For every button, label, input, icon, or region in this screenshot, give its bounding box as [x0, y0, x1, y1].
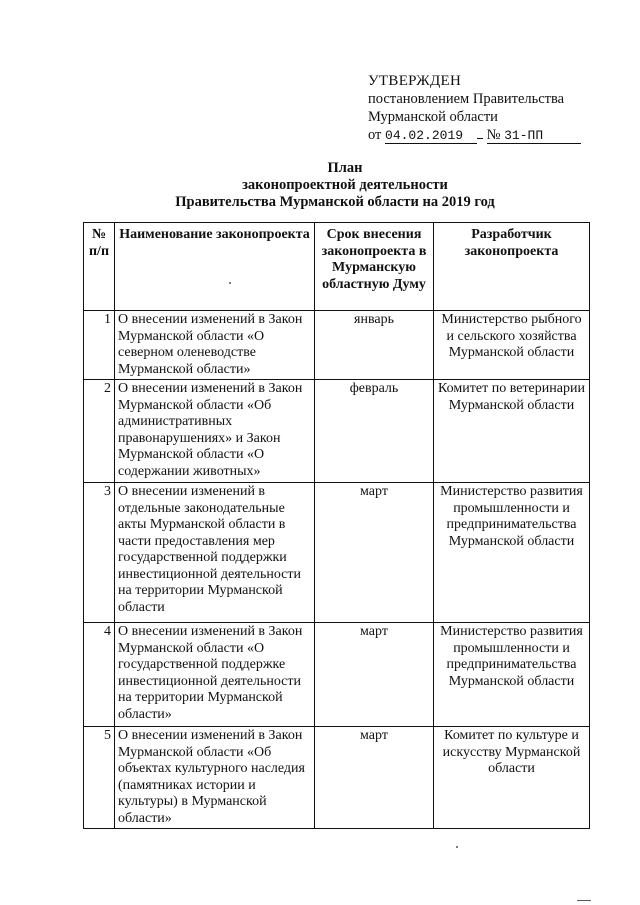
plan-table [83, 222, 590, 829]
row-developer: Комитет по культуре и искусству Мурманской области [434, 727, 590, 829]
row-name: О внесении изменений в отдельные законодательные акты Мурманской области в части предоставления мер государственной поддержки инвестиционной деятельности на территории Мурманской области [115, 483, 315, 623]
row-term: январь [315, 311, 434, 380]
date-value: 04.02.2019 [385, 129, 477, 144]
row-num: 1 [84, 311, 115, 380]
heading-line-2: законопроектной деятельности [242, 177, 448, 193]
row-num: 5 [84, 727, 115, 829]
number-value: 31-ПП [504, 128, 544, 143]
scan-speck [229, 282, 231, 284]
table-row [84, 623, 590, 727]
row-developer: Министерство рыбного и сельского хозяйства Мурманской области [434, 311, 590, 380]
table-header-row [84, 223, 590, 311]
row-term: март [315, 727, 434, 829]
table-row [84, 380, 590, 483]
heading-line-1: План [327, 160, 363, 176]
header-developer: Разработчик законопроекта [434, 223, 590, 311]
approval-date-line [368, 126, 581, 144]
row-name: О внесении изменений в Закон Мурманской области «О государственной поддержке инвестиционной деятельности на территории Мурманской области» [115, 623, 315, 727]
row-name: О внесении изменений в Закон Мурманской области «О северном оленеводстве Мурманской области» [115, 311, 315, 380]
row-term: февраль [315, 380, 434, 483]
approval-line-2: Мурманской области [368, 109, 498, 125]
heading-line-3: Правительства Мурманской области на 2019 год [175, 194, 495, 210]
row-num: 2 [84, 380, 115, 483]
approval-title: УТВЕРЖДЕН [368, 73, 462, 89]
doc-number-field [487, 128, 581, 144]
scan-speck [577, 900, 591, 901]
table-row [84, 727, 590, 829]
date-prefix: от [368, 127, 382, 143]
approval-stamp [368, 72, 581, 144]
header-num: № п/п [84, 223, 115, 311]
header-term: Срок внесения законопроекта в Мурманскую областную Думу [315, 223, 434, 311]
row-developer: Министерство развития промышленности и предпринимательства Мурманской области [434, 483, 590, 623]
scan-speck [456, 846, 458, 848]
row-name: О внесении изменений в Закон Мурманской области «Об административных правонарушениях» и Закон Мурманской области «О содержании животных» [115, 380, 315, 483]
table-row [84, 311, 590, 380]
header-name: Наименование законопроекта [115, 223, 315, 311]
row-developer: Комитет по ветеринарии Мурманской области [434, 380, 590, 483]
date-underline-gap [477, 138, 483, 139]
row-developer: Министерство развития промышленности и предпринимательства Мурманской области [434, 623, 590, 727]
row-num: 3 [84, 483, 115, 623]
table-row [84, 483, 590, 623]
row-name: О внесении изменений в Закон Мурманской области «Об объектах культурного наследия (памятниках истории и культуры) в Мурманской области» [115, 727, 315, 829]
number-prefix: № [486, 127, 501, 143]
row-term: март [315, 483, 434, 623]
approval-line-1: постановлением Правительства [368, 91, 565, 107]
row-num: 4 [84, 623, 115, 727]
document-heading [0, 160, 640, 211]
row-term: март [315, 623, 434, 727]
